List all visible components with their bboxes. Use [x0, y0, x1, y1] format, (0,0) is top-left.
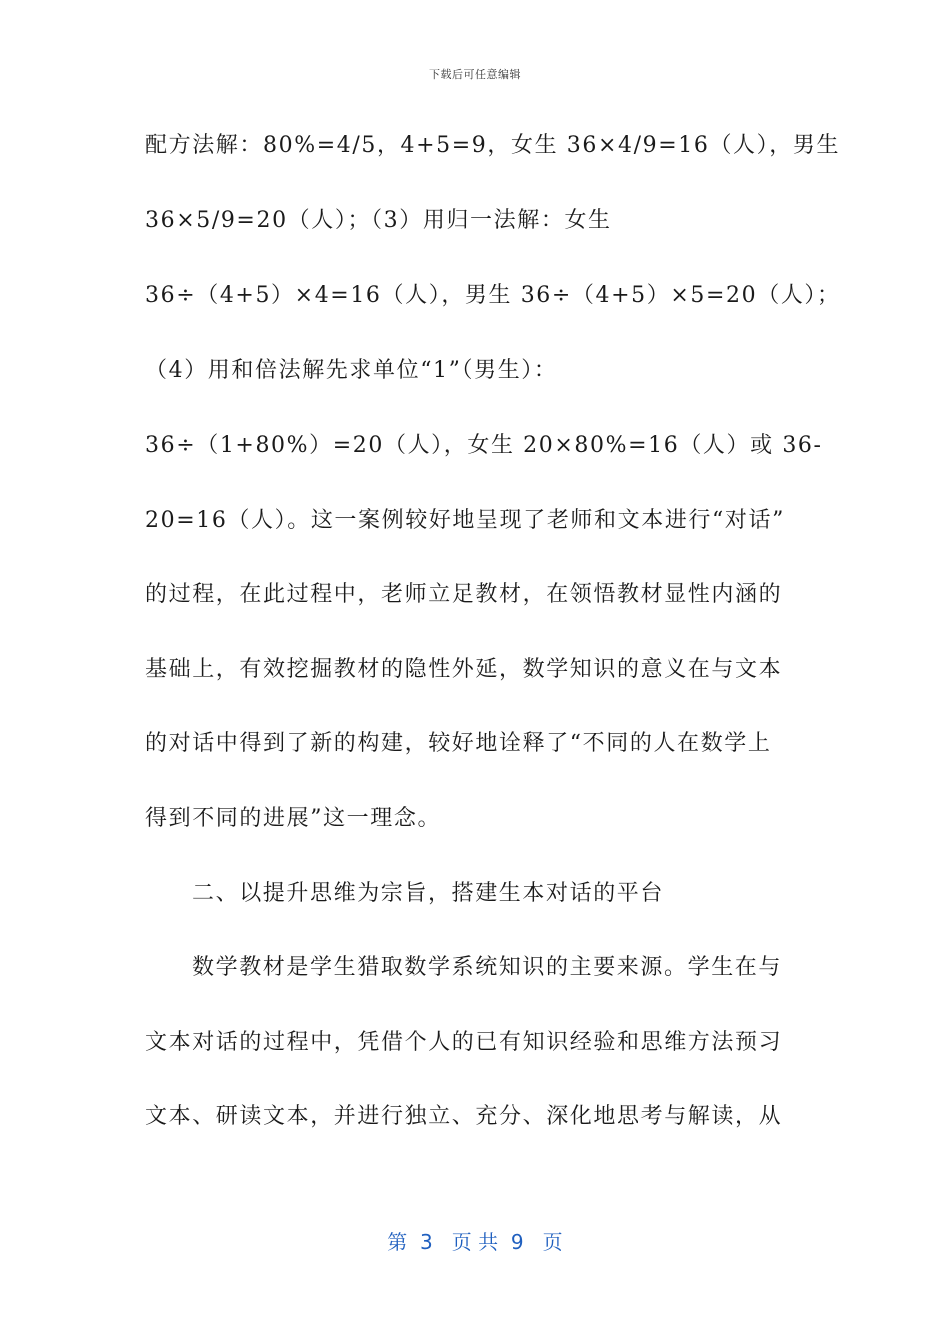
body-line: 文本、研读文本，并进行独立、充分、深化地思考与解读，从: [145, 1104, 783, 1129]
body-line: 文本对话的过程中，凭借个人的已有知识经验和思维方法预习: [145, 1030, 783, 1055]
body-line: 36÷（1+80%）=20（人），女生 20×80%=16（人）或 36-: [145, 433, 823, 458]
body-line: 36×5/9=20（人）；（3）用归一法解：女生: [145, 208, 612, 233]
section-heading: 二、以提升思维为宗旨，搭建生本对话的平台: [192, 881, 665, 906]
body-line: 基础上，有效挖掘教材的隐性外延，数学知识的意义在与文本: [145, 657, 783, 682]
body-line: 的对话中得到了新的构建，较好地诠释了“不同的人在数学上: [145, 731, 772, 756]
body-line: 36÷（4+5）×4=16（人），男生 36÷（4+5）×5=20（人）；: [145, 283, 841, 308]
header-note: 下载后可任意编辑: [429, 68, 521, 81]
body-line: 配方法解：80%=4/5，4+5=9，女生 36×4/9=16（人），男生: [145, 133, 841, 158]
body-line: 数学教材是学生猎取数学系统知识的主要来源。学生在与: [192, 955, 783, 980]
page-number-footer: 第 3 页 共 9 页: [387, 1230, 563, 1254]
body-line: 20=16（人）。这一案例较好地呈现了老师和文本进行“对话”: [145, 508, 785, 533]
body-line: 的过程，在此过程中，老师立足教材，在领悟教材显性内涵的: [145, 582, 783, 607]
body-line: （4）用和倍法解先求单位“1”（男生）：: [145, 358, 558, 383]
body-line: 得到不同的进展”这一理念。: [145, 806, 442, 831]
